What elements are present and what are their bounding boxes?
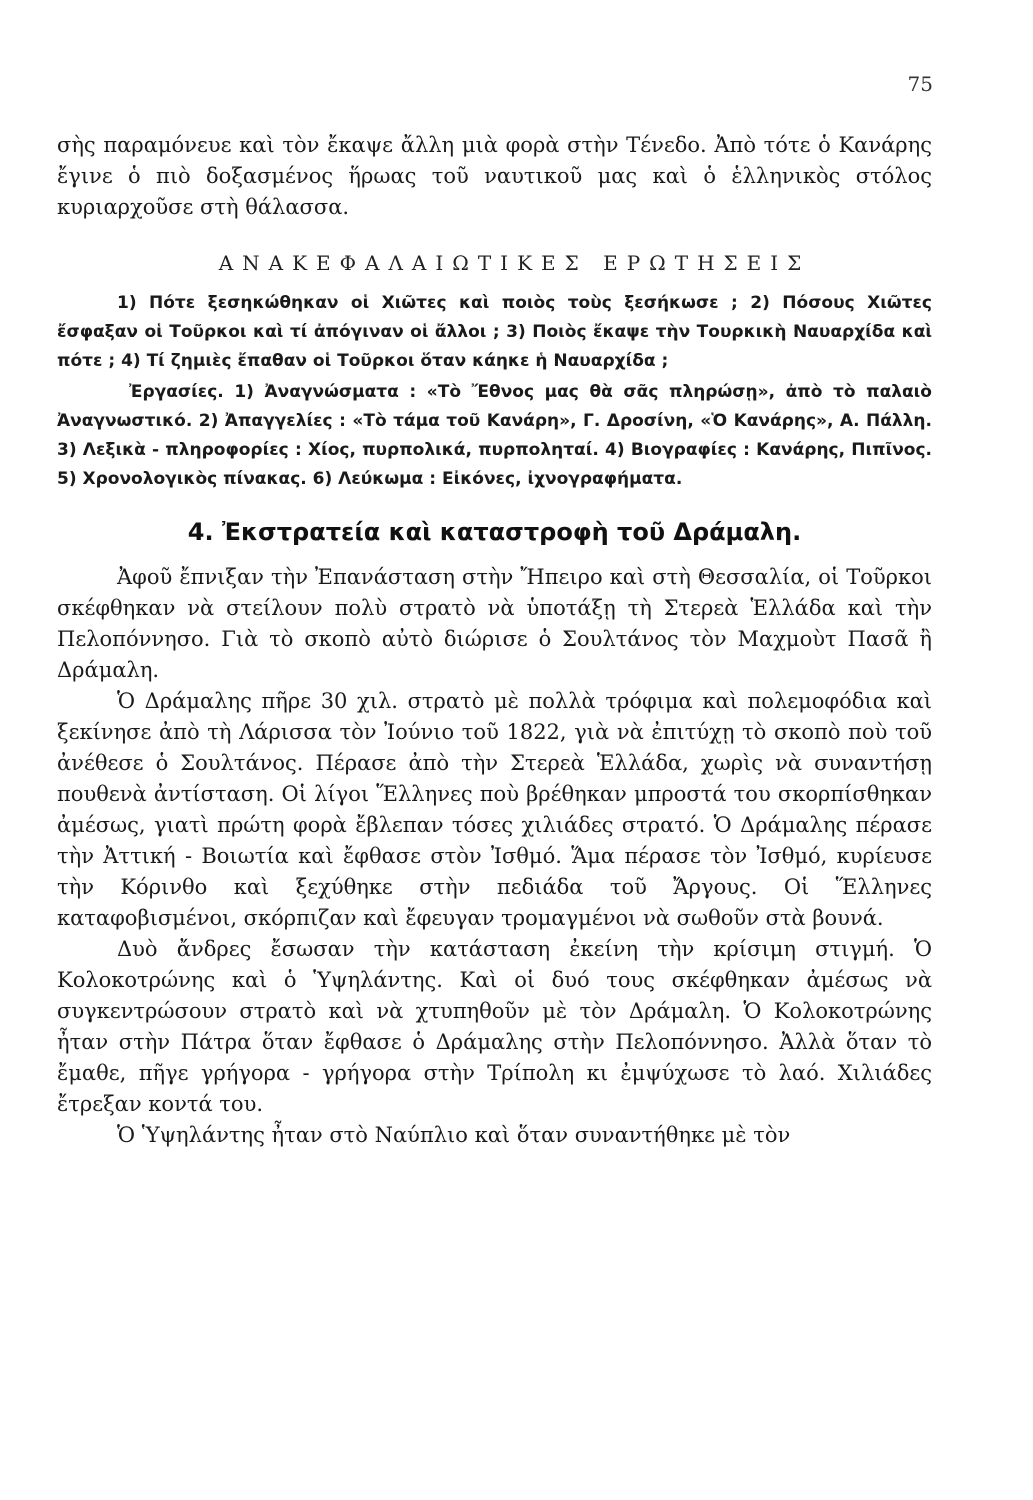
section-heading: 4. Ἐκστρατεία καὶ καταστροφὴ τοῦ Δράμαλη. [187,518,802,546]
body-paragraph: Ἀφοῦ ἔπνιξαν τὴν Ἐπανάσταση στὴν Ἤπειρο καὶ στὴ Θεσσαλία, οἱ Τοῦρκοι σκέφθηκαν νὰ στείλουν πολὺ στρατὸ νὰ ὑποτάξῃ τὴ Στερεὰ Ἑλλάδα καὶ τὴν Πελοπόννησο. Γιὰ τὸ σκοπὸ αὐτὸ διώρισε ὁ Σουλτάνος τὸν Μαχμοὺτ Πασᾶ ἢ Δράμαλη. [57,565,932,682]
body-paragraph: Δυὸ ἄνδρες ἔσωσαν τὴν κατάσταση ἐκείνη τὴν κρίσιμη στιγμή. Ὁ Κολοκοτρώνης καὶ ὁ Ὑψηλάντης. Καὶ οἱ δυό τους σκέφθηκαν ἀμέσως νὰ συγκεντρώσουν στρατὸ καὶ νὰ χτυπηθοῦν μὲ τὸν Δράμαλη. Ὁ Κολοκοτρώνης ἦταν στὴν Πάτρα ὅταν ἔφθασε ὁ Δράμαλης στὴν Πελοπόννησο. Ἀλλὰ ὅταν τὸ ἔμαθε, πῆγε γρήγορα - γρήγορα στὴν Τρίπολη κι ἐμψύχωσε τὸ λαό. Χιλιάδες ἔτρεξαν κοντά του. [57,937,932,1116]
recap-questions: 1) Πότε ξεσηκώθηκαν οἱ Χιῶτες καὶ ποιὸς τοὺς ξεσήκωσε ; 2) Πόσους Χιῶτες ἔσφαξαν οἱ Τοῦρκοι καὶ τί ἀπόγιναν οἱ ἄλλοι ; 3) Ποιὸς ἔκαψε τὴν Τουρκικὴ Ναυαρχίδα καὶ πότε ; 4) Τί ζημιὲς ἔπαθαν οἱ Τοῦρκοι ὅταν κάηκε ἡ Ναυαρχίδα ; [57,293,932,371]
body-paragraph: Ὁ Ὑψηλάντης ἦταν στὸ Ναύπλιο καὶ ὅταν συναντήθηκε μὲ τὸν [117,1123,791,1147]
recap-questions-heading: ΑΝΑΚΕΦΑΛΑΙΩΤΙΚΕΣ ΕΡΩΤΗΣΕΙΣ [218,251,811,275]
intro-paragraph: σὴς παραμόνευε καὶ τὸν ἔκαψε ἄλλη μιὰ φορὰ στὴν Τένεδο. Ἀπὸ τότε ὁ Κανάρης ἔγινε ὁ πιὸ δοξασμένος ἥρωας τοῦ ναυτικοῦ μας καὶ ὁ ἑλληνικὸς στόλος κυριαρχοῦσε στὴ θάλασσα. [57,133,932,219]
body-paragraph: Ὁ Δράμαλης πῆρε 30 χιλ. στρατὸ μὲ πολλὰ τρόφιμα καὶ πολεμοφόδια καὶ ξεκίνησε ἀπὸ τὴ Λάρισσα τὸν Ἰούνιο τοῦ 1822, γιὰ νὰ ἐπιτύχῃ τὸ σκοπὸ ποὺ τοῦ ἀνέθεσε ὁ Σουλτάνος. Πέρασε ἀπὸ τὴν Στερεὰ Ἑλλάδα, χωρὶς νὰ συναντήσῃ πουθενὰ ἀντίσταση. Οἱ λίγοι Ἕλληνες ποὺ βρέθηκαν μπροστά του σκορπίσθηκαν ἀμέσως, γιατὶ πρώτη φορὰ ἔβλεπαν τόσες χιλιάδες στρατό. Ὁ Δράμαλης πέρασε τὴν Ἀττική - Βοιωτία καὶ ἔφθασε στὸν Ἰσθμό. Ἅμα πέρασε τὸν Ἰσθμό, κυρίευσε τὴν Κόρινθο καὶ ξεχύθηκε στὴν πεδιάδα τοῦ Ἄργους. Οἱ Ἕλληνες καταφοβισμένοι, σκόρπιζαν καὶ ἔφευγαν τρομαγμένοι νὰ σωθοῦν στὰ βουνά. [57,689,932,930]
text-column [57,130,932,1151]
page-number: 75 [907,72,933,96]
tasks-paragraph: Ἐργασίες. 1) Ἀναγνώσματα : «Τὸ Ἔθνος μας θὰ σᾶς πληρώσῃ», ἀπὸ τὸ παλαιὸ Ἀναγνωστικό. 2) Ἀπαγγελίες : «Τὸ τάμα τοῦ Κανάρη», Γ. Δροσίνη, «Ὁ Κανάρης», Α. Πάλλη. 3) Λεξικὰ - πληροφορίες : Χίος, πυρπολικά, πυρποληταί. 4) Βιογραφίες : Κανάρης, Πιπῖνος. 5) Χρονολογικὸς πίνακας. 6) Λεύκωμα : Εἰκόνες, ἰχνογραφήματα. [57,382,932,489]
